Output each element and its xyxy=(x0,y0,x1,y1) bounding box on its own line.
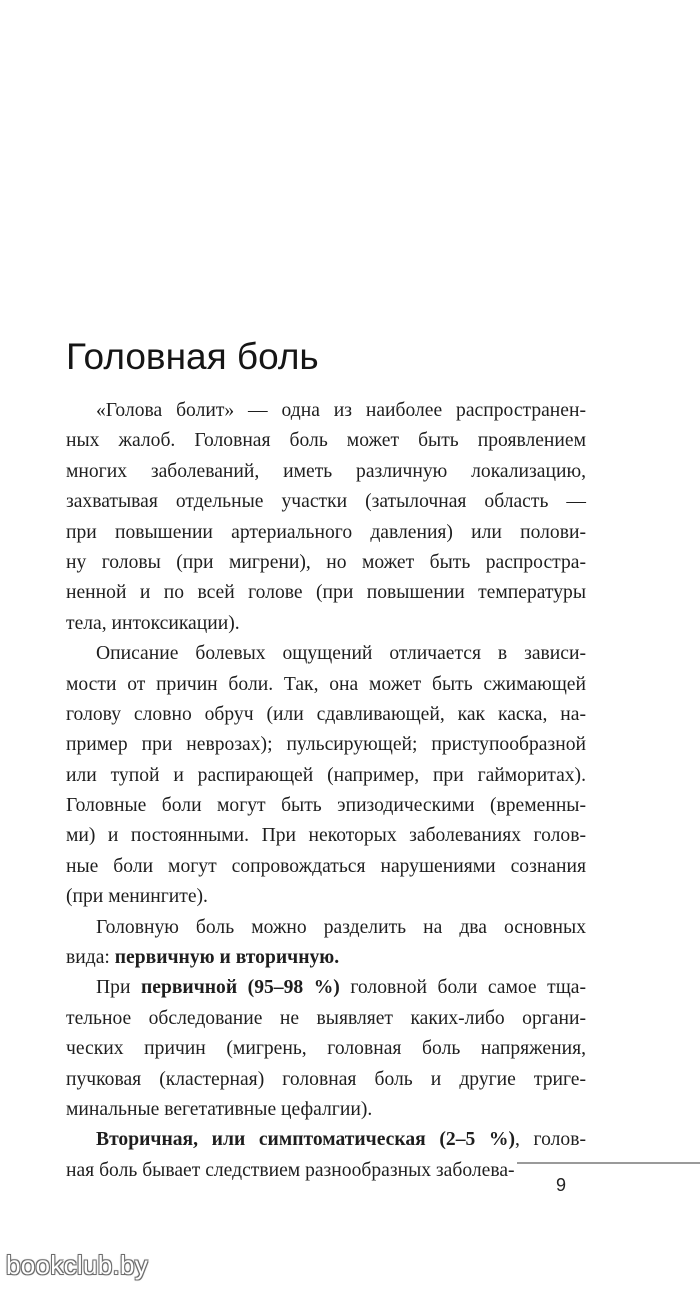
bold-term: первичной (95–98 %) xyxy=(140,977,340,999)
text-line: при повышении артериального давления) или полови- xyxy=(66,521,586,543)
text-line: (при менингите). xyxy=(66,886,208,908)
text-run: При xyxy=(96,977,141,999)
text-line: тельное обследование не выявляет каких-либо органи- xyxy=(66,1007,586,1029)
text-line: мости от причин боли. Так, она может быть сжимающей xyxy=(66,673,586,695)
text-line xyxy=(66,973,586,1003)
body-text xyxy=(66,396,586,1186)
text-line: захватывая отдельные участки (затылочная область — xyxy=(66,491,586,513)
text-line: пример при неврозах); пульсирующей; приступообразной xyxy=(66,734,586,756)
text-run: , голов- xyxy=(515,1129,586,1151)
text-line xyxy=(66,943,586,973)
text-line xyxy=(66,1125,586,1155)
text-line: «Голова болит» — одна из наиболее распространен- xyxy=(96,400,586,421)
text-line: ненной и по всей голове (при повышении температуры xyxy=(66,582,586,604)
text-run: вида: xyxy=(66,947,115,969)
text-line: тела, интоксикации). xyxy=(66,612,240,634)
text-line: ная боль бывает следствием разнообразных заболева- xyxy=(66,1159,515,1181)
text-line: ну головы (при мигрени), но может быть распростра- xyxy=(66,551,586,573)
text-run: головной боли самое тща- xyxy=(339,977,587,999)
text-line: или тупой и распирающей (например, при гайморитах). xyxy=(66,764,586,786)
text-line: ми) и постоянными. При некоторых заболеваниях голов- xyxy=(66,825,586,847)
watermark-logo: bookclub.by xyxy=(6,1250,149,1280)
text-line: многих заболеваний, иметь различную локализацию, xyxy=(66,460,586,482)
text-line: Описание болевых ощущений отличается в зависи- xyxy=(96,643,586,665)
page-number: 9 xyxy=(556,1175,567,1195)
text-line: ных жалоб. Головная боль может быть проявлением xyxy=(66,430,586,452)
text-line: голову словно обруч (или сдавливающей, как каска, на- xyxy=(66,703,586,725)
text-line: пучковая (кластерная) головная боль и другие триге- xyxy=(66,1068,586,1090)
text-line: Головные боли могут быть эпизодическими (временны- xyxy=(66,795,586,817)
text-line: ческих причин (мигрень, головная боль напряжения, xyxy=(66,1038,586,1060)
text-line: Головную боль можно разделить на два основных xyxy=(96,916,586,938)
chapter-heading: Головная боль xyxy=(66,336,319,377)
text-line: ные боли могут сопровождаться нарушениями сознания xyxy=(66,855,586,877)
footer-rule xyxy=(517,1162,700,1164)
bold-term: первичную и вторичную. xyxy=(114,947,340,969)
text-line: минальные вегетативные цефалгии). xyxy=(66,1098,373,1120)
bold-term: Вторичная, или симптоматическая (2–5 %) xyxy=(96,1129,516,1151)
